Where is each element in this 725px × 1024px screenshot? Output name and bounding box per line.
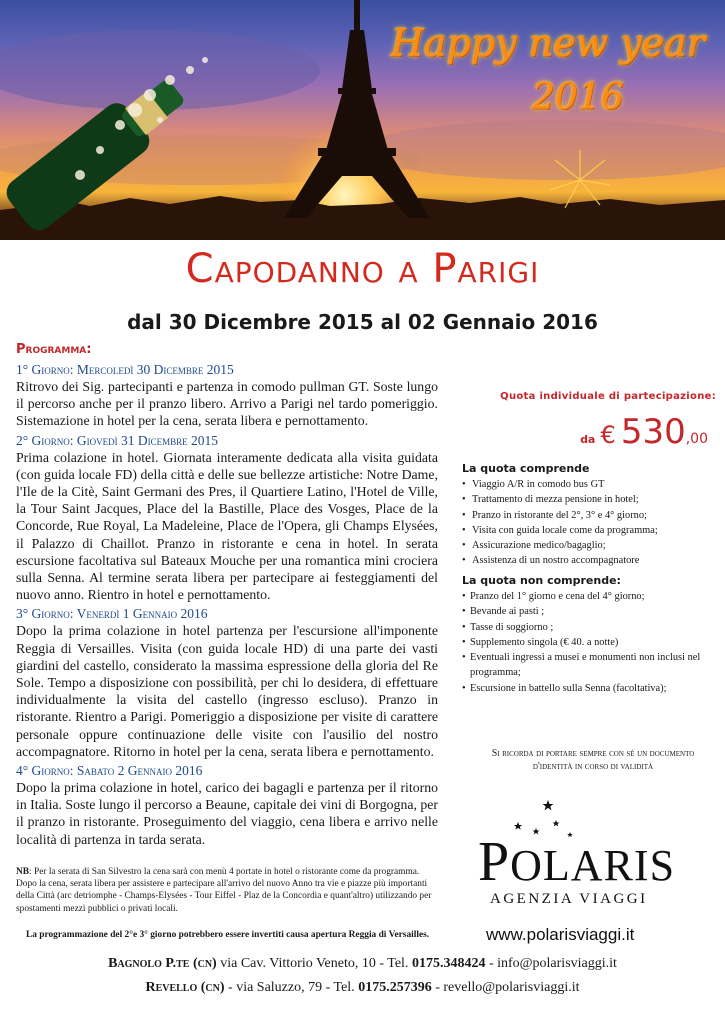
list-item: • Tasse di soggiorno ; [462, 620, 714, 635]
footer-email: - info@polarisviaggi.it [485, 956, 617, 971]
logo-name [478, 832, 675, 896]
list-item: • Assicurazione medico/bagaglio; [462, 538, 712, 553]
program-heading: Programma: [16, 342, 92, 357]
schedule-warning: La programmazione del 2°e 3° giorno potrebbero essere invertiti causa apertura Reggia di Versailles. [26, 930, 430, 940]
list-item: • Visita con guida locale come da programma; [462, 523, 712, 538]
footer-city: Revello (cn) [145, 980, 225, 995]
list-item: • Escursione in battello sulla Senna (facoltativa); [462, 681, 714, 696]
logo-subtitle: AGENZIA VIAGGI [490, 891, 648, 907]
footer-address-bagnolo [0, 956, 725, 972]
greeting-line-2: 2016 [532, 77, 624, 118]
list-item: • Pranzo del 1° giorno e cena del 4° giorno; [462, 589, 714, 604]
day-3-heading: 3° Giorno: Venerdì 1 Gennaio 2016 [16, 606, 208, 622]
price-currency: € [600, 421, 616, 449]
list-item: • Supplemento singola (€ 40. a notte) [462, 635, 714, 650]
notes-label: NB [16, 867, 30, 877]
price-prefix: da [580, 433, 596, 446]
footer-address-revello [0, 980, 725, 996]
footer-address: - via Saluzzo, 79 - Tel. [224, 980, 359, 995]
notes-text: : Per la serata di San Silvestro la cena sarà con menù 4 portate in hotel o ristorante come da programma. Dopo la cena, serata libera per assistere e partecipare all'arrivo del nuovo Anno tra vie e piazze più importanti della Città (arc detriomphe - Champs-Elysées - Tour Eiffel - Plaz de la Concordia e quant'altro) utilizzando per spostamenti mezzi pubblici o privati locali. [16, 867, 432, 914]
footer-city: Bagnolo P.te (cn) [108, 956, 217, 971]
day-3-text: Dopo la prima colazione in hotel partenza per l'escursione all'imponente Reggia di Versailles. Visita (con guida locale HD) di una parte dei vasti giardini del castello, considerato la massima espressione della gloria del Re Sole. Tempo a disposizione con possibilità, per chi lo desidera, di effettuare individualmente la visita del castello (ingresso escluso). Pranzo in ristorante. Rientro a Parigi. Pomeriggio a disposizione per visite di carattere personale oppure continuazione delle visite con l'ausilio del nostro accompagnatore. Ritorno in hotel per la cena, serata libera e pernottamento. [16, 623, 438, 759]
greeting-line-1: Happy new year [390, 21, 705, 65]
includes-heading: La quota comprende [462, 462, 590, 475]
day-4-text: Dopo la prima colazione in hotel, carico dei bagagli e partenza per il ritorno in Italia. Soste lungo il percorso a Beaune, capitale dei vini di Borgogna, per il pranzo in ristorante. Proseguimento del viaggio, cena libera e arrivo nelle località di partenza in tarda serata. [16, 780, 438, 847]
list-item: • Viaggio A/R in comodo bus GT [462, 477, 712, 492]
footer-phone: 0175.348424 [411, 956, 486, 971]
happy-new-year-greeting [391, 22, 705, 120]
list-item: • Assistenza di un nostro accompagnatore [462, 553, 712, 568]
list-item: • Pranzo in ristorante del 2°, 3° e 4° giorno; [462, 508, 712, 523]
footer-phone: 0175.257396 [358, 980, 432, 995]
program-section [16, 342, 438, 848]
polaris-logo [478, 798, 678, 918]
price [446, 412, 708, 452]
logo-name-first: P [478, 831, 511, 893]
quota-label: Quota individuale di partecipazione: [500, 391, 716, 402]
day-4-heading: 4° Giorno: Sabato 2 Gennaio 2016 [16, 763, 203, 779]
excludes-list [462, 589, 714, 696]
date-range: dal 30 Dicembre 2015 al 02 Gennaio 2016 [127, 310, 598, 334]
footer-email: - revello@polarisviaggi.it [431, 980, 580, 995]
hero-banner [0, 0, 725, 240]
day-2-heading: 2° Giorno: Giovedì 31 Dicembre 2015 [16, 432, 219, 448]
excludes-section [462, 574, 714, 696]
list-item: • Bevande ai pasti ; [462, 604, 714, 619]
list-item: • Eventuali ingressi a musei e monumenti non inclusi nel programma; [462, 650, 714, 681]
notes-block [16, 866, 438, 915]
price-amount: 530 [620, 412, 686, 452]
price-cents: ,00 [685, 431, 708, 447]
includes-list [462, 477, 712, 569]
id-reminder: Si ricorda di portare sempre con sé un documento d'identità in corso di validità [491, 748, 695, 772]
page-title: Capodanno a Parigi [185, 246, 540, 292]
logo-name-rest: OLARIS [510, 841, 676, 890]
footer-address: via Cav. Vittorio Veneto, 10 - Tel. [216, 956, 412, 971]
website-link[interactable]: www.polarisviaggi.it [486, 925, 635, 944]
list-item: • Trattamento di mezza pensione in hotel; [462, 492, 712, 507]
day-1-text: Ritrovo dei Sig. partecipanti e partenza in comodo pullman GT. Soste lungo il percorso anche per il pranzo libero. Arrivo a Parigi nel tardo pomeriggio. Sistemazione in hotel per la cena, serata libera e pernottamento. [16, 379, 438, 429]
day-1-heading: 1° Giorno: Mercoledì 30 Dicembre 2015 [16, 362, 234, 377]
excludes-heading: La quota non comprende: [462, 574, 621, 587]
includes-section [462, 462, 712, 569]
day-2-text: Prima colazione in hotel. Giornata interamente dedicata alla visita guidata (con guida locale FD) della città e delle sue bellezze artistiche: Notre Dame, l'Ile de la Citè, Saint Germani des Pres, il Quartiere Latino, l'Hotel de Ville, la Tour Saint Jacques, Place del la Bastille, Place des Vosges, Place de la Concorde, Rue Royal, La Madeleine, Place de l'Opera, gli Champs Elysées, il Palazzo di Chaillot. Pranzo in ristorante e cena in hotel. In serata escursione facoltativa sul Bateaux Mouche per una romantica mini crociera sulla Senna. Al termine serata libera per partecipare ai festeggiamenti del nuovo anno. Rientro in hotel e pernottamento. [16, 449, 438, 603]
